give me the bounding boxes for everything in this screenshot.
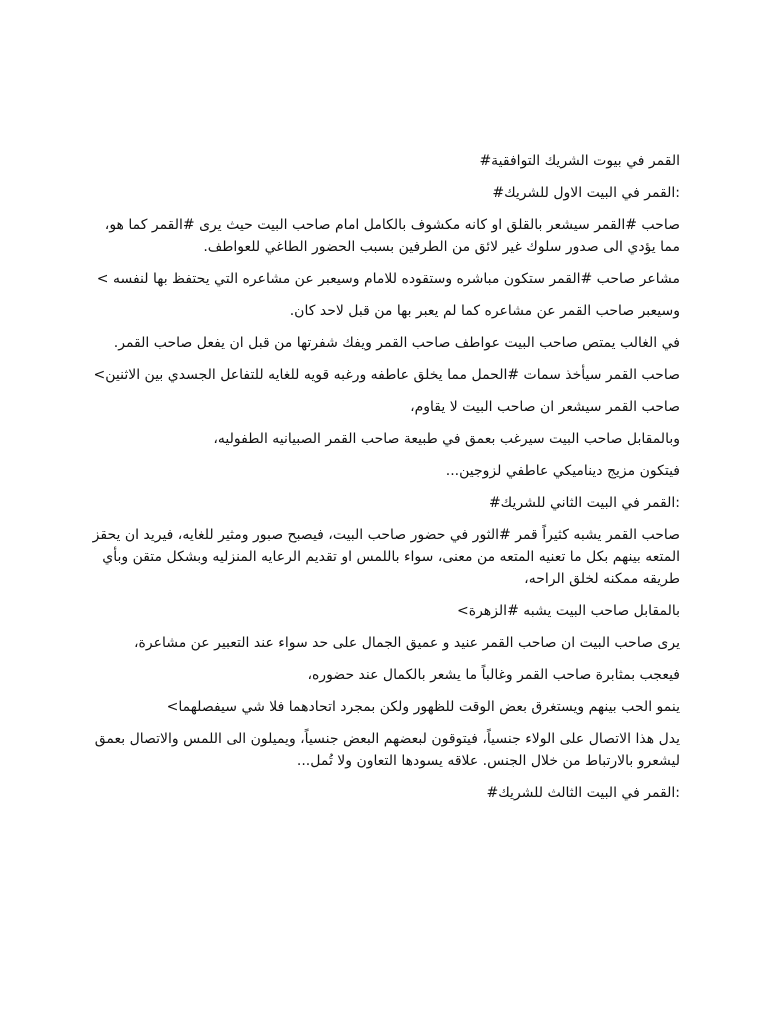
paragraph: فيتكون مزيج ديناميكي عاطفي لزوجين... bbox=[445, 463, 680, 479]
paragraph: صاحب القمر يشبه كثيراً قمر #الثور في حضور صاحب البيت، فيصبح صبور ومثير للغايه، فيريد ان يحقز المتعه بينهم بكل ما تعنيه المتعه من معنى، سواء باللمس او تقديم الرعايه المنزليه وبشكل متقن وبأي طريقه ممكنه لخلق الراحه، bbox=[92, 527, 680, 587]
paragraph: يدل هذا الاتصال على الولاء جنسياً، فيتوقون لبعضهم البعض جنسياً، ويميلون الى اللمس والاتصال بعمق ليشعرو بالارتباط من خلال الجنس. علاقه يسودها التعاون ولا تُمل... bbox=[94, 731, 680, 769]
paragraph: صاحب القمر سيأخذ سمات #الحمل مما يخلق عاطفه ورغبه قويه للغايه للتفاعل الجسدي بين الاثنين> bbox=[93, 367, 680, 383]
paragraph: ينمو الحب بينهم ويستغرق بعض الوقت للظهور ولكن بمجرد اتحادهما فلا شي سيفصلهما> bbox=[166, 699, 680, 715]
paragraph: في الغالب يمتص صاحب البيت عواطف صاحب القمر ويفك شفرتها من قبل ان يفعل صاحب القمر. bbox=[113, 335, 680, 351]
paragraph: فيعجب بمثابرة صاحب القمر وغالباً ما يشعر بالكمال عند حضوره، bbox=[307, 667, 680, 683]
section-heading-first-house: :القمر في البيت الاول للشريك# bbox=[492, 185, 680, 201]
paragraph: صاحب القمر سيشعر ان صاحب البيت لا يقاوم، bbox=[410, 399, 680, 415]
paragraph: يرى صاحب البيت ان صاحب القمر عنيد و عميق الجمال على حد سواء عند التعبير عن مشاعرة، bbox=[134, 635, 680, 651]
paragraph: بالمقابل صاحب البيت يشبه #الزهرة> bbox=[457, 603, 680, 619]
paragraph: مشاعر صاحب #القمر ستكون مباشره وستقوده للامام وسيعبر عن مشاعره التي يحتفظ بها لنفسه > bbox=[96, 271, 680, 287]
section-heading-second-house: :القمر في البيت الثاني للشريك# bbox=[488, 495, 680, 511]
paragraph: وسيعبر صاحب القمر عن مشاعره كما لم يعبر بها من قبل لاحد كان. bbox=[289, 303, 680, 319]
section-heading-third-house: :القمر في البيت الثالث للشريك# bbox=[486, 785, 680, 801]
paragraph: وبالمقابل صاحب البيت سيرغب بعمق في طبيعة صاحب القمر الصبيانيه الطفوليه، bbox=[213, 431, 680, 447]
paragraph: صاحب #القمر سيشعر بالقلق او كانه مكشوف بالكامل امام صاحب البيت حيث يرى #القمر كما هو، مما يؤدي الى صدور سلوك غير لائق من الطرفين بسبب الحضور الطاغي للعواطف. bbox=[104, 217, 680, 255]
document-body bbox=[88, 150, 680, 814]
document-title: القمر في بيوت الشريك التوافقية# bbox=[479, 153, 680, 169]
